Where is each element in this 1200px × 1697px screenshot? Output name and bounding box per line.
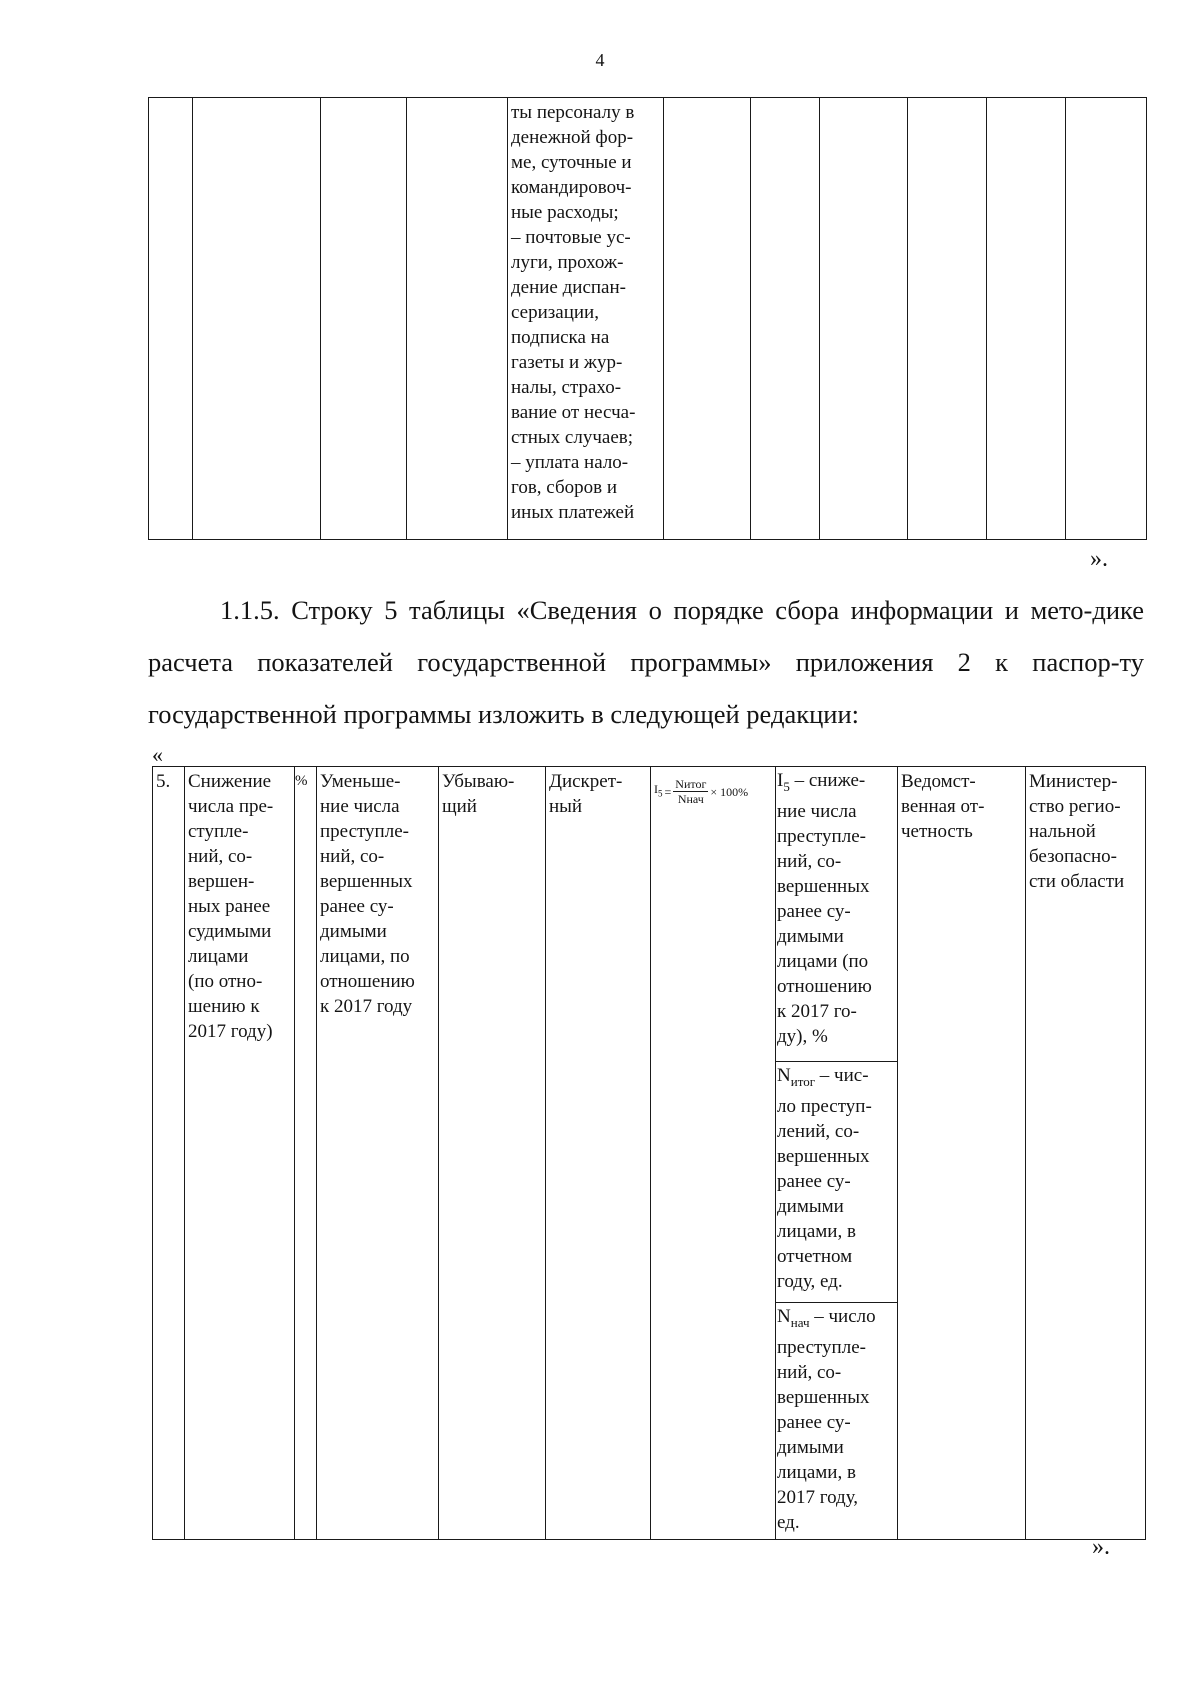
indicator-table — [152, 766, 1146, 1540]
variable-sub: нач — [790, 1314, 810, 1330]
variable-symbol: I — [777, 770, 784, 791]
page-number: 4 — [595, 50, 605, 70]
periodicity-cell — [546, 767, 651, 1540]
variables-list — [776, 767, 897, 1539]
table-cell — [664, 98, 751, 540]
indicator-name-cell — [185, 767, 295, 1540]
row-number: 5. — [156, 771, 171, 792]
formula — [654, 777, 772, 806]
variable-symbol: N — [777, 1065, 791, 1086]
responsible-body: Министер- ство регио- нальной безопасно- сти области — [1029, 771, 1125, 892]
formula-tail: × 100% — [710, 784, 749, 799]
indicator-definition: Уменьше- ние числа преступле- ний, со- вершенных ранее су- димыми лицами, по отношению к 2017 году — [320, 771, 415, 1017]
table-cell — [149, 98, 193, 540]
expense-list-text: ты персоналу в денежной фор- ме, суточные и командировоч- ные расходы; – почтовые ус- луги, прохож- дение диспан- серизации, подписка на газеты и жур- налы, страхо- вание от несча- стных случаев; – уплата нало- гов, сборов и иных платежей — [511, 102, 636, 523]
formula-lhs: I — [654, 782, 658, 797]
paragraph-text: 1.1.5. Строку 5 таблицы «Сведения о порядке сбора информации и мето-дике расчета показателей государственной программы» приложения 2 к паспор-ту государственной программы изложить в следующей редакции: — [148, 595, 1144, 729]
unit: % — [295, 773, 308, 789]
table-row — [153, 767, 1146, 1540]
variable-definition — [776, 1303, 897, 1539]
table-cell — [987, 98, 1066, 540]
variable-sub: 5 — [783, 778, 790, 794]
variable-definition — [776, 1062, 897, 1303]
amendment-paragraph — [148, 584, 1144, 740]
unit-cell — [295, 767, 317, 1540]
opening-quote: « — [152, 742, 163, 767]
table-cell — [193, 98, 321, 540]
table-cell — [321, 98, 407, 540]
closing-quote: ». — [1090, 546, 1108, 572]
variable-definition — [776, 767, 897, 1062]
variable-sub: итог — [790, 1073, 816, 1089]
formula-cell — [651, 767, 776, 1540]
formula-numerator: Nитог — [675, 777, 707, 791]
table-row — [149, 98, 1147, 540]
continuation-table — [148, 97, 1147, 540]
variable-text: – сниже- ние числа преступле- ний, со- вершенных ранее су- димыми лицами (по отношению к 2017 го- ду), % — [777, 770, 872, 1047]
responsible-cell — [1026, 767, 1146, 1540]
periodicity: Дискрет- ный — [549, 771, 623, 817]
formula-lhs-sub: 5 — [658, 788, 663, 799]
formula-fraction — [673, 777, 708, 806]
variable-text: – чис- ло преступ- лений, со- вершенных ранее су- димыми лицами, в отчетном году, ед. — [777, 1065, 872, 1292]
formula-eq: = — [664, 784, 672, 799]
table-cell — [908, 98, 987, 540]
variable-symbol: N — [777, 1306, 791, 1327]
source-cell — [898, 767, 1026, 1540]
indicator-name: Снижение числа пре- ступле- ний, со- вершен- ных ранее судимыми лицами (по отно- шению к 2017 году) — [188, 771, 274, 1042]
formula-denominator: Nнач — [677, 792, 704, 806]
variables-cell — [776, 767, 898, 1540]
dynamics-cell — [439, 767, 546, 1540]
expense-list-cell — [508, 98, 664, 540]
definition-cell — [317, 767, 439, 1540]
table-cell — [820, 98, 908, 540]
table-cell — [1066, 98, 1147, 540]
closing-quote: ». — [1092, 1534, 1110, 1560]
table-cell — [407, 98, 508, 540]
variable-text: – число преступле- ний, со- вершенных ранее су- димыми лицами, в 2017 году, ед. — [777, 1306, 876, 1533]
table-cell — [751, 98, 820, 540]
row-number-cell — [153, 767, 185, 1540]
dynamics: Убываю- щий — [442, 771, 515, 817]
data-source: Ведомст- венная от- четность — [901, 771, 985, 842]
